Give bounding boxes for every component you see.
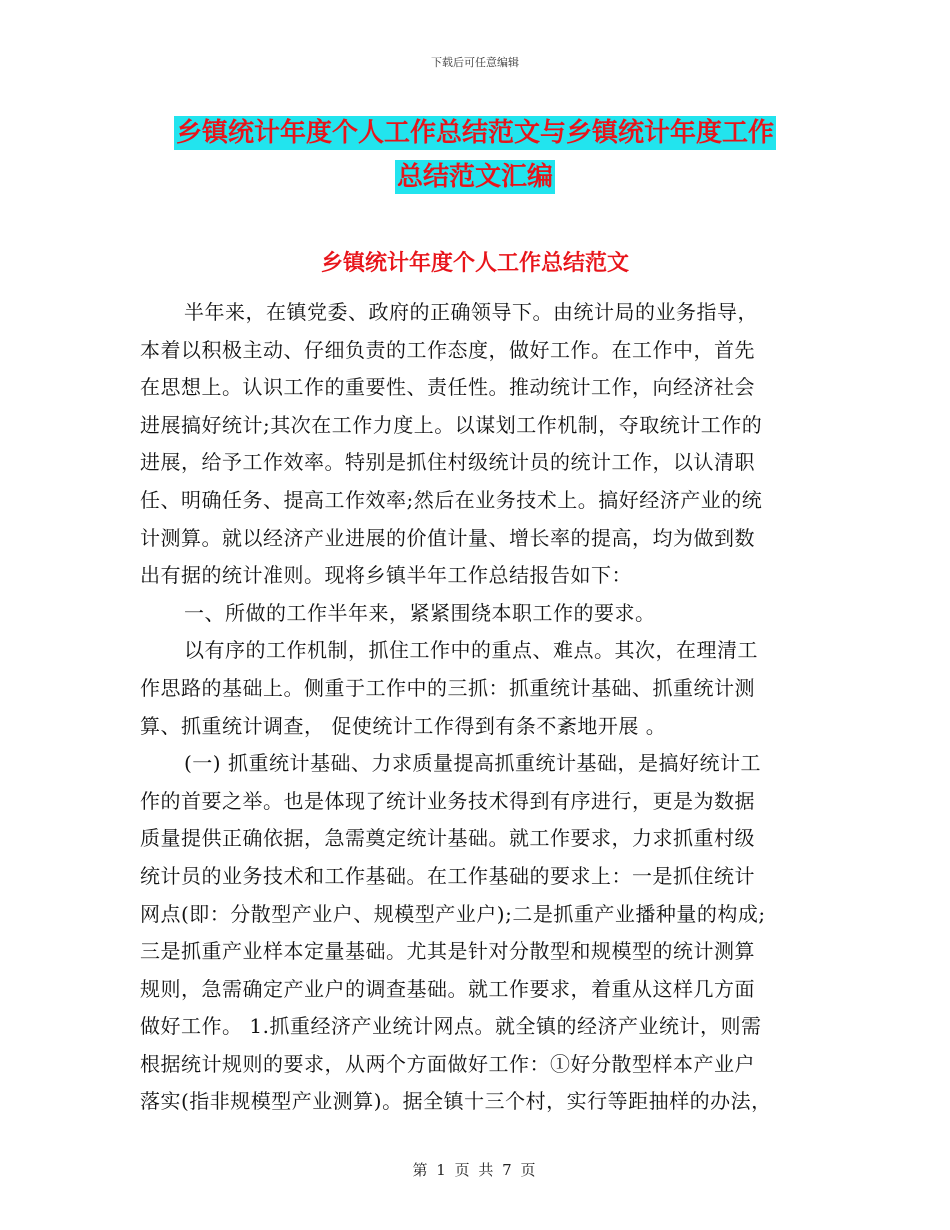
body-line: 算、抓重统计调查， 促使统计工作得到有条不紊地开展 。 bbox=[140, 713, 667, 738]
body-line: 出有据的统计准则。现将乡镇半年工作总结报告如下： bbox=[140, 563, 632, 588]
body-line: 网点(即：分散型产业户、规模型产业户);二是抓重产业播种量的构成; bbox=[140, 901, 766, 926]
body-line: 在思想上。认识工作的重要性、责任性。推动统计工作，向经济社会 bbox=[140, 375, 755, 400]
body-line: 作思路的基础上。侧重于工作中的三抓：抓重统计基础、抓重统计测 bbox=[140, 675, 755, 700]
section-title: 乡镇统计年度个人工作总结范文 bbox=[320, 251, 629, 276]
body-line: 统计员的业务技术和工作基础。在工作基础的要求上：一是抓住统计 bbox=[140, 863, 755, 888]
document-title-line-2 bbox=[0, 156, 950, 193]
body-line: (一) 抓重统计基础、力求质量提高抓重统计基础，是搞好统计工 bbox=[184, 751, 761, 776]
body-line: 作的首要之举。也是体现了统计业务技术得到有序进行，更是为数据 bbox=[140, 788, 755, 813]
body-line: 规则，急需确定产业户的调查基础。就工作要求，着重从这样几方面 bbox=[140, 976, 755, 1001]
body-line: 任、明确任务、提高工作效率;然后在业务技术上。搞好经济产业的统 bbox=[140, 487, 763, 512]
body-line: 一、所做的工作半年来，紧紧围绕本职工作的要求。 bbox=[184, 600, 656, 625]
body-line: 落实(指非规模型产业测算)。据全镇十三个村，实行等距抽样的办法， bbox=[140, 1089, 772, 1114]
body-line: 根据统计规则的要求，从两个方面做好工作：①好分散型样本产业户 bbox=[140, 1051, 755, 1076]
body-line: 半年来，在镇党委、政府的正确领导下。由统计局的业务指导， bbox=[184, 300, 758, 324]
body-line: 进展，给予工作效率。特别是抓住村级统计员的统计工作，以认清职 bbox=[140, 450, 755, 475]
body-line: 进展搞好统计;其次在工作力度上。以谋划工作机制，夺取统计工作的 bbox=[140, 412, 763, 437]
body-line: 三是抓重产业样本定量基础。尤其是针对分散型和规模型的统计测算 bbox=[140, 939, 755, 964]
body-line: 计测算。就以经济产业进展的价值计量、增长率的提高，均为做到数 bbox=[140, 525, 755, 550]
body-line: 质量提供正确依据，急需奠定统计基础。就工作要求，力求抓重村级 bbox=[140, 826, 755, 851]
body-line: 做好工作。 1.抓重经济产业统计网点。就全镇的经济产业统计，则需 bbox=[140, 1014, 762, 1039]
header-note: 下载后可任意编辑 bbox=[431, 56, 519, 69]
body-text bbox=[140, 294, 816, 1121]
page-footer: 第 1 页 共 7 页 bbox=[412, 1161, 538, 1179]
document-title-line-1-text: 乡镇统计年度个人工作总结范文与乡镇统计年度工作 bbox=[175, 118, 774, 148]
document-title-line-1 bbox=[0, 112, 950, 149]
body-line: 以有序的工作机制，抓住工作中的重点、难点。其次，在理清工 bbox=[184, 638, 758, 663]
document-title-line-2-text: 总结范文汇编 bbox=[396, 162, 553, 192]
body-line: 本着以积极主动、仔细负责的工作态度，做好工作。在工作中，首先 bbox=[140, 337, 755, 362]
